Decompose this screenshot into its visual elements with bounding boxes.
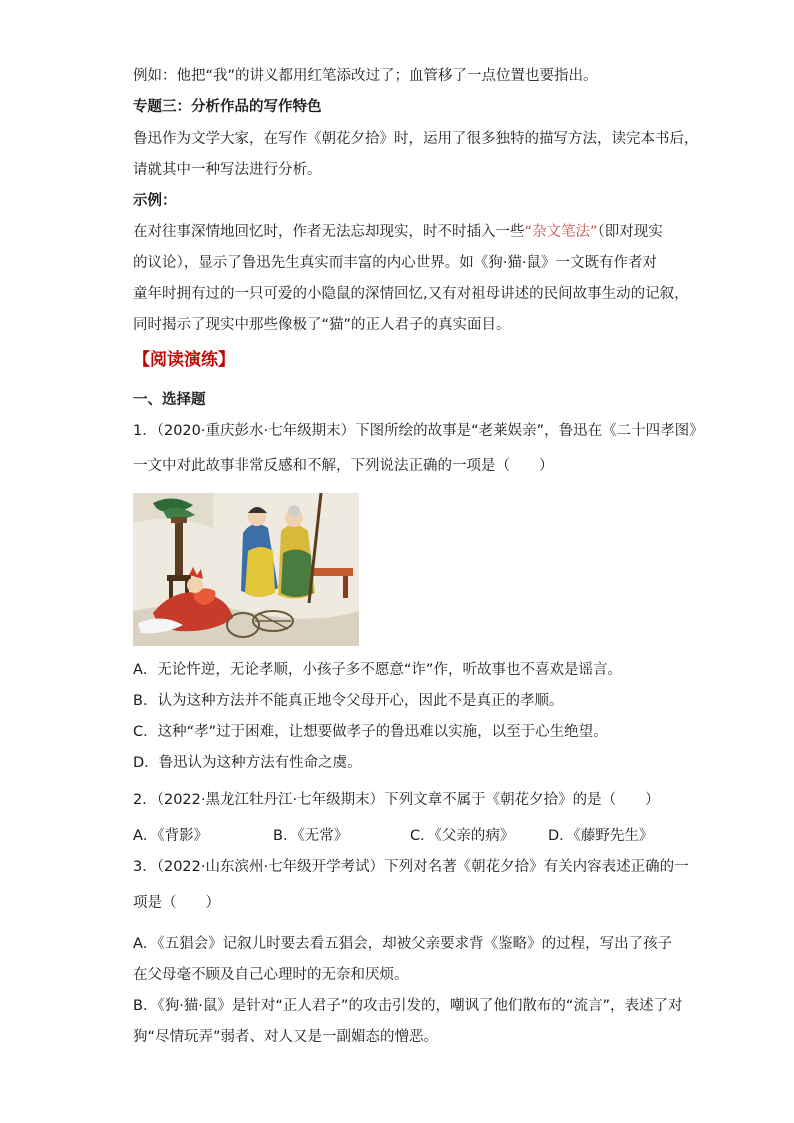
question3-line2: 项是（ ） — [133, 895, 220, 911]
sample-paragraph-line4: 同时揭示了现实中那些像极了“猫”的正人君子的真实面目。 — [133, 317, 511, 333]
topic3-paragraph-line2: 请就其中一种写法进行分析。 — [133, 162, 322, 178]
sample-highlight: “杂文笔法” — [524, 224, 598, 240]
question2-option-b: B．《无常》 — [273, 828, 349, 844]
question1-option-c: C．这种“孝”过于困难，让想要做孝子的鲁迅难以实施，以至于心生绝望。 — [133, 724, 608, 740]
sample-paragraph-line3: 童年时拥有过的一只可爱的小隐鼠的深情回忆,又有对祖母讲述的民间故事生动的记叙， — [133, 286, 689, 302]
sample-paragraph-line2: 的议论），显示了鲁迅先生真实而丰富的内心世界。如《狗·猫·鼠》一文既有作者对 — [133, 255, 657, 271]
question3-option-b-line2: 狗“尽情玩弄”弱者、对人又是一副媚态的憎恶。 — [133, 1029, 439, 1045]
question3-option-a-line2: 在父母毫不顾及自己心理时的无奈和厌烦。 — [133, 967, 409, 983]
sample-paragraph-line1 — [133, 222, 678, 242]
laolai-yuqin-illustration — [133, 493, 359, 646]
question2-option-d: D．《藤野先生》 — [548, 828, 654, 844]
question1-option-b: B．认为这种方法并不能真正地令父母开心，因此不是真正的孝顺。 — [133, 693, 564, 709]
section-choice-questions: 一、选择题 — [133, 392, 206, 408]
question1-option-a: A．无论忤逆，无论孝顺，小孩子多不愿意“诈”作，听故事也不喜欢是谣言。 — [133, 662, 622, 678]
reading-practice-heading: 【阅读演练】 — [133, 350, 235, 370]
question2-stem: 2．（2022·黑龙江牡丹江·七年级期末）下列文章不属于《朝花夕拾》的是（ ） — [133, 792, 660, 808]
question3-option-a-line1: A．《五猖会》记叙儿时要去看五猖会，却被父亲要求背《鉴略》的过程，写出了孩子 — [133, 936, 673, 952]
question3-line1: 3．（2022·山东滨州·七年级开学考试）下列对名著《朝花夕拾》有关内容表述正确的一 — [133, 859, 689, 875]
sample-text-a: 在对往事深情地回忆时，作者无法忘却现实，时不时插入一些 — [133, 224, 525, 240]
sample-label: 示例： — [133, 193, 177, 209]
topic3-title: 专题三：分析作品的写作特色 — [133, 99, 322, 115]
question1-option-d: D．鲁迅认为这种方法有性命之虞。 — [133, 755, 362, 771]
question1-line1: 1．（2020·重庆彭水·七年级期末）下图所绘的故事是“老莱娱亲”，鲁迅在《二十四孝图》 — [133, 423, 704, 439]
sample-text-b: （即对现实 — [597, 224, 663, 240]
question2-option-a: A．《背影》 — [133, 828, 209, 844]
question1-line2: 一文中对此故事非常反感和不解，下列说法正确的一项是（ ） — [133, 458, 554, 474]
question2-option-c: C．《父亲的病》 — [410, 828, 515, 844]
topic3-paragraph-line1: 鲁迅作为文学大家，在写作《朝花夕拾》时，运用了很多独特的描写方法，读完本书后， — [133, 131, 699, 147]
example-note: 例如：他把“我”的讲义都用红笔添改过了；血管移了一点位置也要指出。 — [133, 68, 598, 84]
question3-option-b-line1: B．《狗·猫·鼠》是针对“正人君子”的攻击引发的，嘲讽了他们散布的“流言”，表述了对 — [133, 998, 683, 1014]
